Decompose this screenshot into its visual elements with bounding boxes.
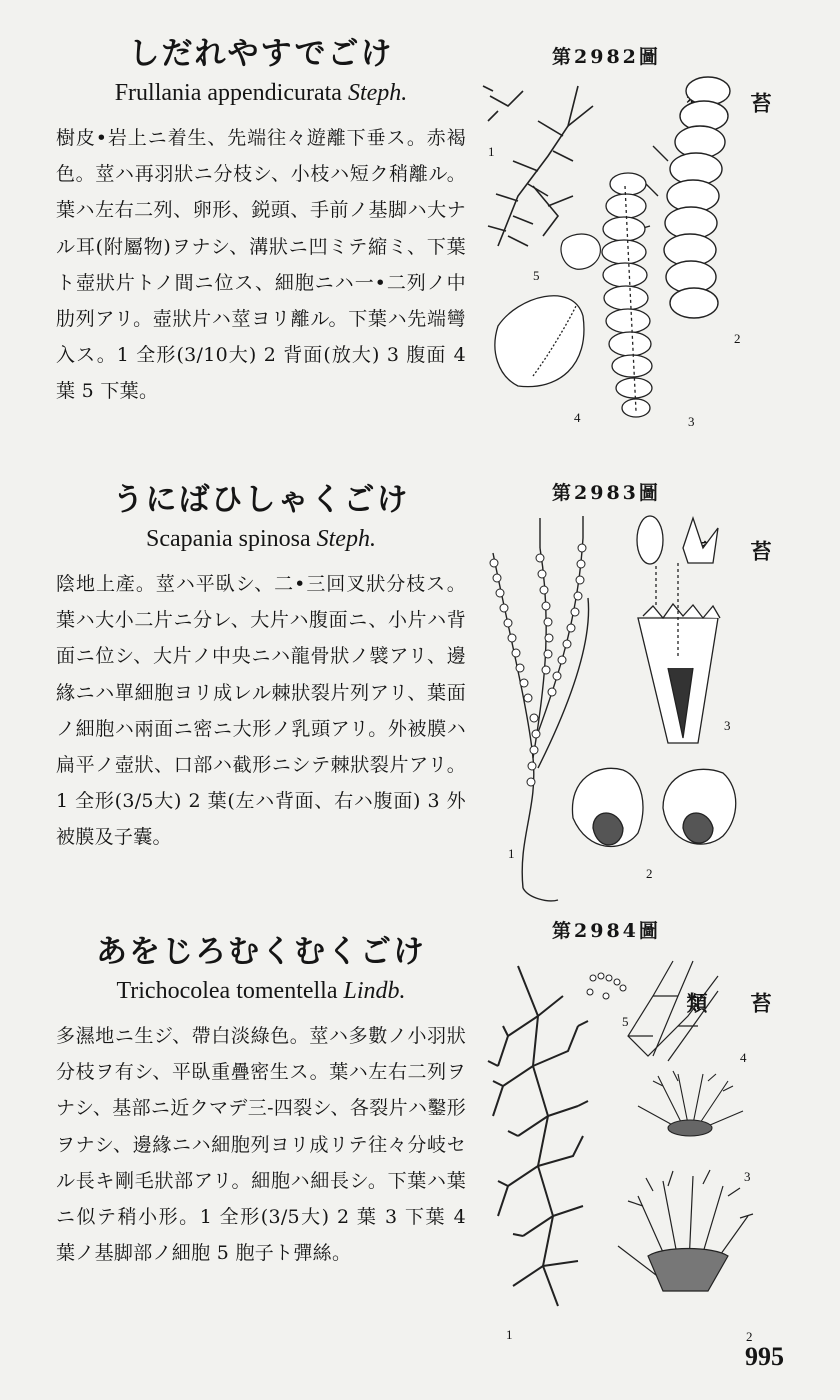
category-label: 苔類 — [684, 992, 773, 1013]
illustration-trichocolea — [478, 956, 768, 1346]
category-label: 苔 — [748, 540, 773, 561]
japanese-name: しだれやすでごけ — [128, 36, 394, 72]
fig-num-1: 1 — [488, 144, 495, 159]
category-label: 苔 — [748, 92, 773, 113]
fig-2-leaves — [572, 768, 735, 846]
figure-label: 第2982圖 — [552, 46, 661, 68]
author: Lindb. — [343, 978, 406, 1004]
genus-species: Scapania spinosa — [146, 526, 311, 552]
entry-text — [56, 932, 466, 1271]
fig-num-2: 2 — [746, 1329, 753, 1344]
page-number: 995 — [745, 1342, 784, 1371]
entry-text — [56, 34, 466, 410]
fig-5-spores — [587, 973, 626, 999]
illustration-scapania — [478, 508, 768, 908]
genus-species: Frullania appendicurata — [114, 80, 342, 106]
fig-3-ventral-view — [602, 173, 652, 417]
fig-num-1: 1 — [506, 1327, 513, 1342]
fig-2-leaf — [618, 1170, 753, 1291]
fig-1-leaf-chains — [490, 544, 586, 786]
fig-num-3: 3 — [744, 1169, 751, 1184]
fig-4-leaf — [495, 296, 584, 387]
scapania-drawing — [478, 508, 768, 908]
fig-1-whole-plant — [488, 966, 588, 1306]
fig-num-2: 2 — [646, 866, 653, 881]
fig-num-4: 4 — [740, 1050, 747, 1065]
trichocolea-drawing — [478, 956, 768, 1346]
author: Steph. — [347, 80, 408, 106]
scientific-name — [56, 974, 466, 1008]
scientific-name — [56, 76, 466, 110]
scientific-name — [56, 522, 466, 556]
genus-species: Trichocolea tomentella — [116, 978, 338, 1004]
frullania-drawing — [478, 66, 768, 446]
fig-num-3: 3 — [688, 414, 695, 429]
illustration-frullania — [478, 66, 768, 446]
fig-num-5: 5 — [533, 268, 540, 283]
fig-num-1: 1 — [508, 846, 515, 861]
fig-5-underleaf — [561, 234, 600, 269]
japanese-name: あをじろむくむくごけ — [96, 934, 426, 970]
figure-label: 第2983圖 — [552, 482, 661, 504]
author: Steph. — [316, 526, 376, 552]
description: 多濕地ニ生ジ、帶白淡綠色。莖ハ多數ノ小羽狀分枝ヲ有シ、平臥重疊密生ス。葉ハ左右二列ヲナシ、基部ニ近クマデ三-四裂シ、各裂片ハ鑿形ヲナシ、邊緣ニハ細胞列ヨリ成リテ往々分岐セル長キ剛毛狀部アリ。細胞ハ細長シ。下葉ハ葉ニ似テ稍小形。1 全形(3/5大) 2 葉 3 下葉 4 葉ノ基脚部ノ細胞 5 胞子ト彈絲。 — [56, 1025, 466, 1265]
entry-text — [56, 480, 466, 856]
fig-num-5: 5 — [622, 1014, 629, 1029]
japanese-name: うにばひしゃくごけ — [112, 482, 410, 518]
description: 陰地上產。莖ハ平臥シ、二•三回叉狀分枝ス。葉ハ大小二片ニ分レ、大片ハ腹面ニ、小片ハ背面ニ位シ、大片ノ中央ニハ龍骨狀ノ襞アリ、邊緣ニハ單細胞ヨリ成レル棘狀裂片列アリ、葉面ノ細胞ハ兩面ニ密ニ大形ノ乳頭アリ。外被膜ハ扁平ノ壺狀、口部ハ截形ニシテ棘狀裂片アリ。1 全形(3/5大) 2 葉(左ハ背面、右ハ腹面) 3 外被膜及子囊。 — [56, 573, 466, 849]
fig-3-underleaf — [638, 1071, 743, 1136]
description: 樹皮•岩上ニ着生、先端往々遊離下垂ス。赤褐色。莖ハ再羽狀ニ分枝シ、小枝ハ短ク稍離ル。葉ハ左右二列、卵形、鋭頭、手前ノ基脚ハ大ナル耳(附屬物)ヲナシ、溝狀ニ凹ミテ縮ミ、下葉ト壺狀片トノ間ニ位ス、細胞ニハ一•二列ノ中肋列アリ。壺狀片ハ莖ヨリ離ル。下葉ハ先端彎入ス。1 全形(3/10大) 2 背面(放大) 3 腹面 4 葉 5 下葉。 — [56, 127, 466, 403]
fig-num-3: 3 — [724, 718, 731, 733]
figure-label: 第2984圖 — [552, 920, 661, 942]
fig-4-leaf-base-cells — [628, 961, 718, 1061]
fig-3-perianth — [637, 516, 720, 743]
fig-num-2: 2 — [734, 331, 741, 346]
fig-1-whole-plant — [483, 86, 593, 246]
fig-num-4: 4 — [574, 410, 581, 425]
